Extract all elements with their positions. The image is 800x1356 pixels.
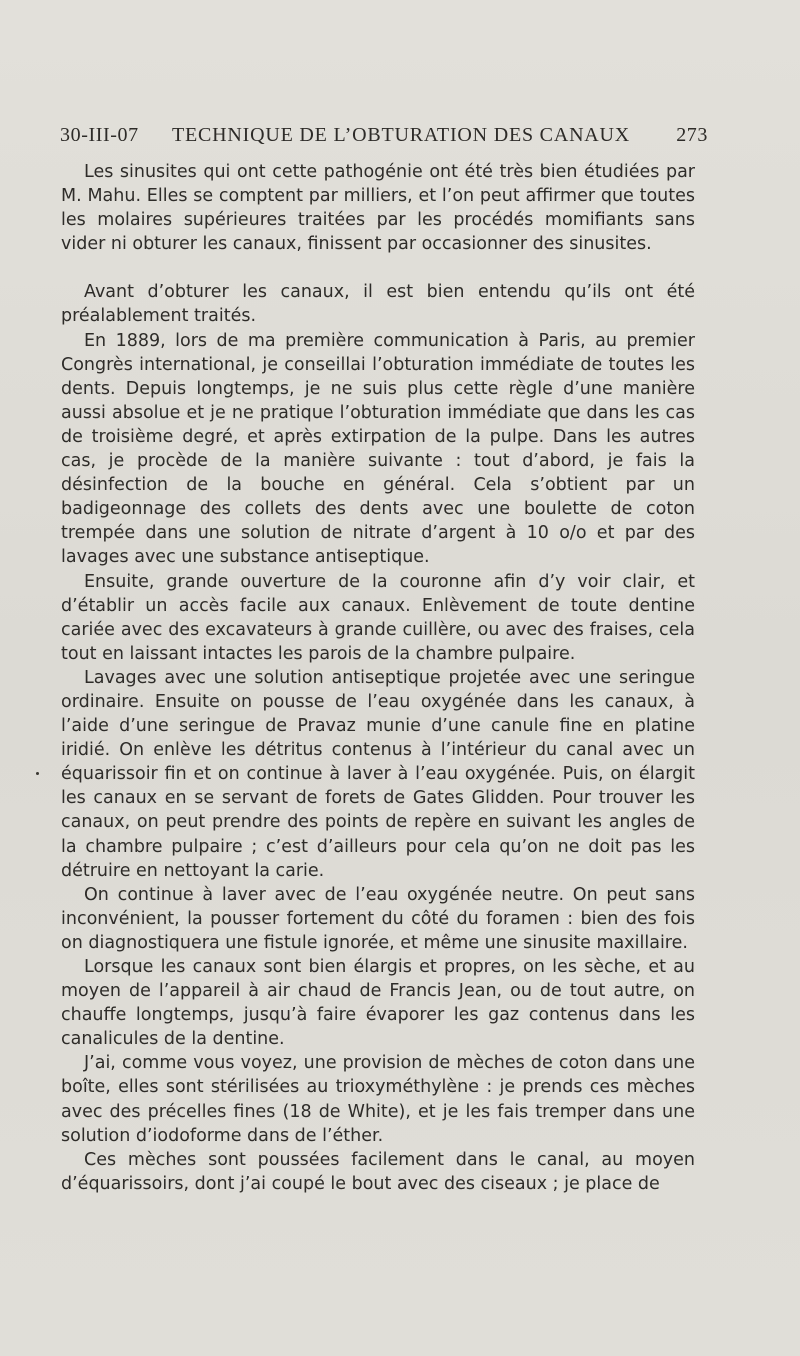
paragraph: Lavages avec une solution antiseptique projetée avec une seringue ordinaire. Ensuite on pousse de l’eau oxygénée dans les canaux, à l’aide d’une seringue de Pravaz munie d’une canule fine en platine iridié. On enlève les détritus contenus à l’intérieur du canal avec un équarissoir fin et on continue à laver à l’eau oxygénée. Puis, on élargit les canaux en se servant de forets de Gates Glidden. Pour trouver les canaux, on peut prendre des points de repère en suivant les angles de la chambre pulpaire ; c’est d’ailleurs pour cela qu’on ne doit pas les détruire en nettoyant la carie. bbox=[61, 667, 695, 881]
paper-speck bbox=[36, 772, 39, 775]
paragraph: On continue à laver avec de l’eau oxygénée neutre. On peut sans inconvénient, la pousser fortement du côté du foramen : bien des fois on diagnostiquera une fistule ignorée, et même une sinusite maxillaire. bbox=[61, 884, 695, 953]
paragraph: Les sinusites qui ont cette pathogénie ont été très bien étudiées par M. Mahu. Elles se comptent par milliers, et l’on peut affirmer que toutes les molaires supérieures traitées par les procédés momifiants sans vider ni obturer les canaux, finissent par occasionner des sinusites. bbox=[61, 162, 695, 255]
paragraph: Lorsque les canaux sont bien élargis et propres, on les sèche, et au moyen de l’appareil à air chaud de Francis Jean, ou de tout autre, on chauffe longtemps, jusqu’à faire évaporer les gaz contenus dans les canalicules de la dentine. bbox=[61, 957, 695, 1050]
body-text bbox=[61, 160, 695, 1196]
paragraph: En 1889, lors de ma première communication à Paris, au premier Congrès international, je conseillai l’obturation immédiate de toutes les dents. Depuis longtemps, je ne suis plus cette règle d’une manière aussi absolue et je ne pratique l’obturation immédiate que dans les cas de troisième degré, et après extirpation de la pulpe. Dans les autres cas, je procède de la manière suivante : tout d’abord, je fais la désinfection de la bouche en général. Cela s’obtient par un badigeonnage des collets des dents avec une boulette de coton trempée dans une solution de nitrate d’argent à 10 o/o et par des lavages avec une substance antiseptique. bbox=[61, 330, 695, 568]
paragraph: Ces mèches sont poussées facilement dans le canal, au moyen d’équarissoirs, dont j’ai coupé le bout avec des ciseaux ; je place de bbox=[61, 1149, 695, 1194]
page-number: 273 bbox=[676, 124, 708, 146]
paragraph: J’ai, comme vous voyez, une provision de mèches de coton dans une boîte, elles sont stérilisées au trioxyméthylène : je prends ces mèches avec des précelles fines (18 de White), et je les fais tremper dans une solution d’iodoforme dans de l’éther. bbox=[61, 1053, 695, 1146]
running-title: TECHNIQUE DE L’OBTURATION DES CANAUX bbox=[172, 124, 631, 146]
paragraph: Avant d’obturer les canaux, il est bien entendu qu’ils ont été préalablement traités. bbox=[61, 282, 695, 327]
header-date: 30-III-07 bbox=[60, 124, 139, 146]
running-header bbox=[60, 124, 710, 154]
paragraph: Ensuite, grande ouverture de la couronne afin d’y voir clair, et d’établir un accès facile aux canaux. Enlèvement de toute dentine cariée avec des excavateurs à grande cuillère, ou avec des fraises, cela tout en laissant intactes les parois de la chambre pulpaire. bbox=[61, 571, 695, 664]
